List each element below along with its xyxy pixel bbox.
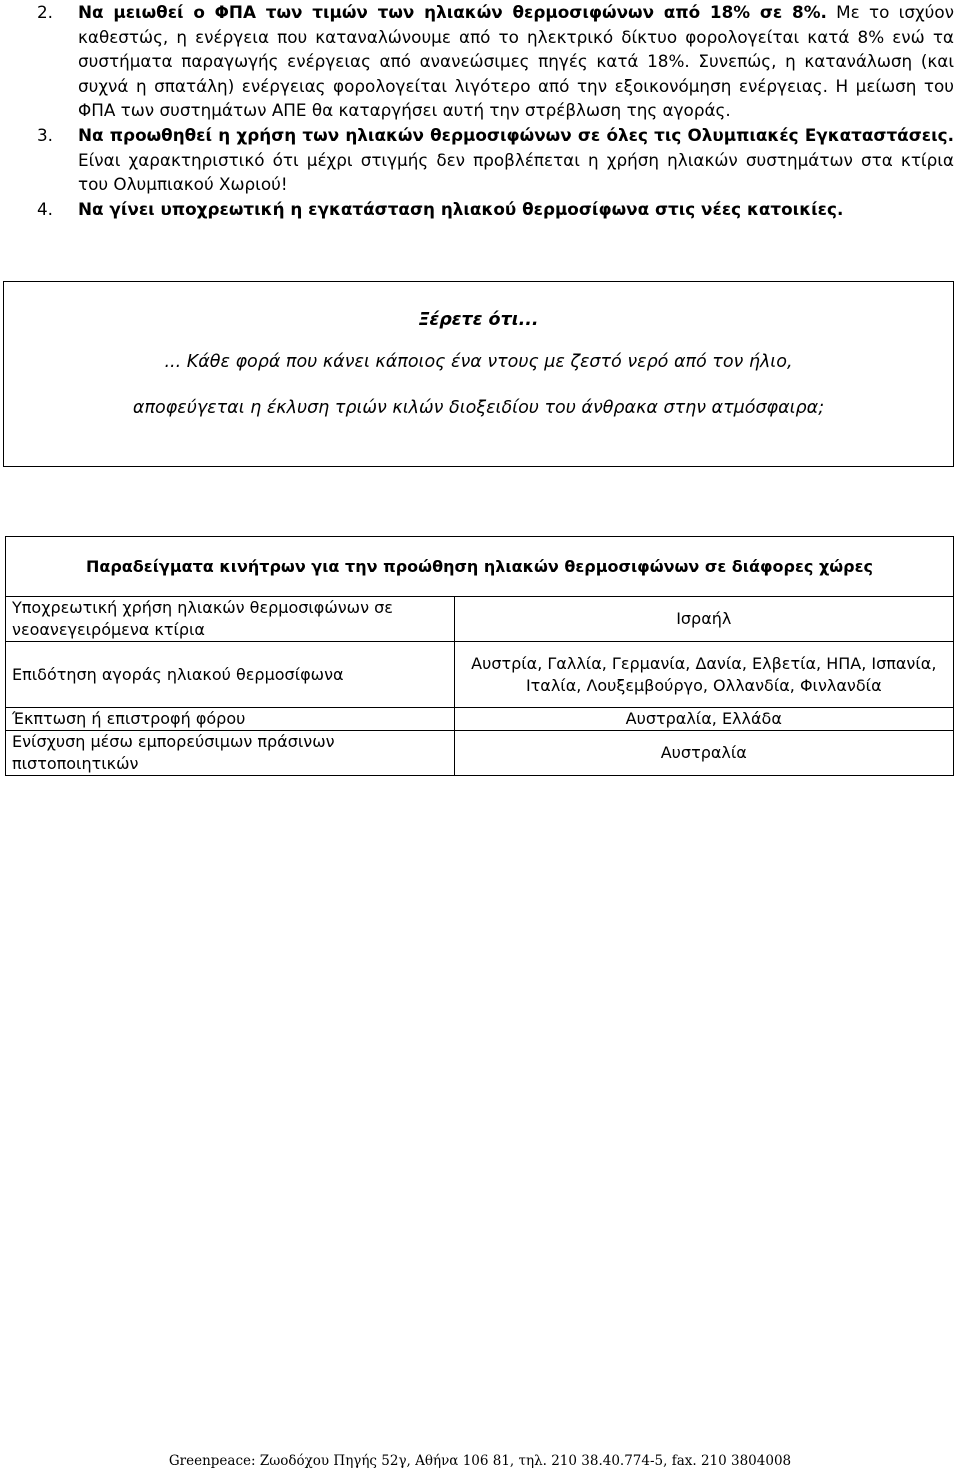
table-row bbox=[6, 597, 954, 642]
countries-cell: Ισραήλ bbox=[454, 597, 953, 642]
countries-cell: Αυστρία, Γαλλία, Γερμανία, Δανία, Ελβετία, ΗΠΑ, Ισπανία, Ιταλία, Λουξεμβούργο, Ολλανδία, Φινλανδία bbox=[454, 642, 953, 708]
incentive-cell: Έκπτωση ή επιστροφή φόρου bbox=[6, 708, 455, 731]
footer-contact: Greenpeace: Ζωοδόχου Πηγής 52γ, Αθήνα 106 81, τηλ. 210 38.40.774-5, fax. 210 3804008 bbox=[168, 1453, 792, 1469]
table-row bbox=[6, 731, 954, 776]
item-number: 4. bbox=[37, 198, 54, 219]
list-item bbox=[0, 0, 960, 123]
item-body: Με το ισχύον καθεστώς, η ενέργεια που καταναλώνουμε από το ηλεκτρικό δίκτυο φορολογείται κατά 8% ενώ τα συστήματα παραγωγής ενέργειας από ανανεώσιμες πηγές κατά 18%. Συνεπώς, η κατανάλωση (και συχνά η σπατάλη) ενέργειας φορολογείται λιγότερο από την εξοικονόμηση ενέργειας. Η μείωση του ΦΠΑ των συστημάτων ΑΠΕ θα καταργήσει αυτή την στρέβλωση της αγοράς. bbox=[78, 2, 954, 121]
table-row bbox=[6, 708, 954, 731]
item-heading: Να μειωθεί ο ΦΠΑ των τιμών των ηλιακών θερμοσιφώνων από 18% σε 8%. bbox=[78, 2, 827, 22]
countries-cell: Αυστραλία, Ελλάδα bbox=[454, 708, 953, 731]
table-row bbox=[6, 642, 954, 708]
incentives-table bbox=[5, 536, 954, 776]
did-you-know-title: Ξέρετε ότι... bbox=[418, 310, 539, 330]
list-item bbox=[0, 123, 960, 197]
list-item bbox=[0, 197, 960, 222]
demands-list bbox=[0, 0, 960, 221]
item-body: Είναι χαρακτηριστικό ότι μέχρι στιγμής δεν προβλέπεται η χρήση ηλιακών συστημάτων στα κτίρια του Ολυμπιακού Χωριού! bbox=[78, 149, 954, 195]
table-title-row bbox=[6, 537, 954, 597]
incentive-cell: Ενίσχυση μέσω εμπορεύσιμων πράσινων πιστοποιητικών bbox=[6, 731, 455, 776]
item-number: 2. bbox=[37, 2, 54, 22]
item-heading: Να γίνει υποχρεωτική η εγκατάσταση ηλιακού θερμοσίφωνα στις νέες κατοικίες. bbox=[78, 198, 844, 219]
did-you-know-line-2: αποφεύγεται η έκλυση τριών κιλών διοξειδίου του άνθρακα στην ατμόσφαιρα; bbox=[132, 398, 825, 418]
incentive-cell: Επιδότηση αγοράς ηλιακού θερμοσίφωνα bbox=[6, 642, 455, 708]
countries-cell: Αυστραλία bbox=[454, 731, 953, 776]
item-number: 3. bbox=[37, 124, 54, 145]
item-heading: Να προωθηθεί η χρήση των ηλιακών θερμοσιφώνων σε όλες τις Ολυμπιακές Εγκαταστάσεις. bbox=[78, 124, 954, 145]
did-you-know-box bbox=[3, 281, 954, 467]
incentive-cell: Υποχρεωτική χρήση ηλιακών θερμοσιφώνων σε νεοανεγειρόμενα κτίρια bbox=[6, 597, 455, 642]
did-you-know-line-1: ... Κάθε φορά που κάνει κάποιος ένα ντους με ζεστό νερό από τον ήλιο, bbox=[164, 352, 793, 372]
table-title: Παραδείγματα κινήτρων για την προώθηση ηλιακών θερμοσιφώνων σε διάφορες χώρες bbox=[6, 537, 954, 597]
